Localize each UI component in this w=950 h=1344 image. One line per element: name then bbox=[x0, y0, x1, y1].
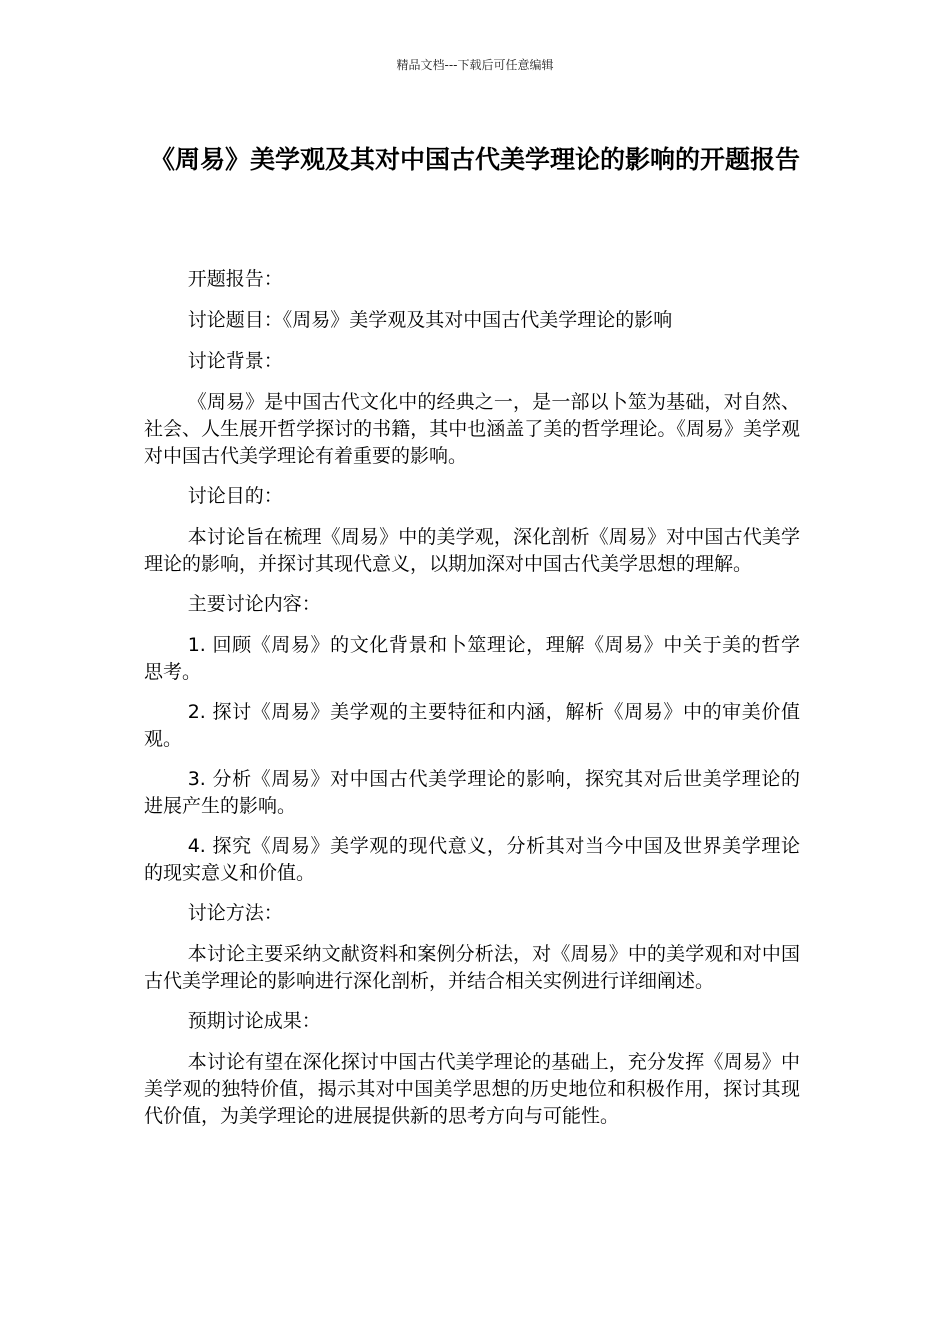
section-label-content: 主要讨论内容： bbox=[187, 593, 321, 615]
topic-line: 讨论题目：《周易》美学观及其对中国古代美学理论的影响 bbox=[187, 309, 673, 331]
background-paragraph: 《周易》是中国古代文化中的经典之一，是一部以卜筮为基础，对自然、社会、人生展开哲学探讨的书籍，其中也涵盖了美的哲学理论。《周易》美学观对中国古代美学理论有着重要的影响。 bbox=[144, 391, 800, 467]
section-label-report: 开题报告： bbox=[187, 268, 283, 290]
section-label-outcome: 预期讨论成果： bbox=[187, 1010, 321, 1032]
content-item-1: 1. 回顾《周易》的文化背景和卜筮理论，理解《周易》中关于美的哲学思考。 bbox=[144, 634, 800, 683]
method-paragraph: 本讨论主要采纳文献资料和案例分析法，对《周易》中的美学观和对中国古代美学理论的影响进行深化剖析，并结合相关实例进行详细阐述。 bbox=[144, 943, 800, 992]
purpose-paragraph: 本讨论旨在梳理《周易》中的美学观，深化剖析《周易》对中国古代美学理论的影响，并探讨其现代意义，以期加深对中国古代美学思想的理解。 bbox=[144, 526, 800, 575]
section-label-purpose: 讨论目的： bbox=[187, 485, 283, 507]
outcome-paragraph: 本讨论有望在深化探讨中国古代美学理论的基础上，充分发挥《周易》中美学观的独特价值，揭示其对中国美学思想的历史地位和积极作用，探讨其现代价值，为美学理论的进展提供新的思考方向与可能性。 bbox=[144, 1051, 800, 1127]
section-label-method: 讨论方法： bbox=[187, 902, 283, 924]
document-body bbox=[144, 266, 800, 1143]
section-label-background: 讨论背景： bbox=[187, 350, 283, 372]
content-item-3: 3. 分析《周易》对中国古代美学理论的影响，探究其对后世美学理论的进展产生的影响。 bbox=[144, 768, 800, 817]
content-item-4: 4. 探究《周易》美学观的现代意义，分析其对当今中国及世界美学理论的现实意义和价值。 bbox=[144, 835, 800, 884]
content-item-2: 2. 探讨《周易》美学观的主要特征和内涵，解析《周易》中的审美价值观。 bbox=[144, 701, 800, 750]
header-note: 精品文档---下载后可任意编辑 bbox=[396, 58, 554, 72]
document-title: 《周易》美学观及其对中国古代美学理论的影响的开题报告 bbox=[149, 145, 800, 174]
